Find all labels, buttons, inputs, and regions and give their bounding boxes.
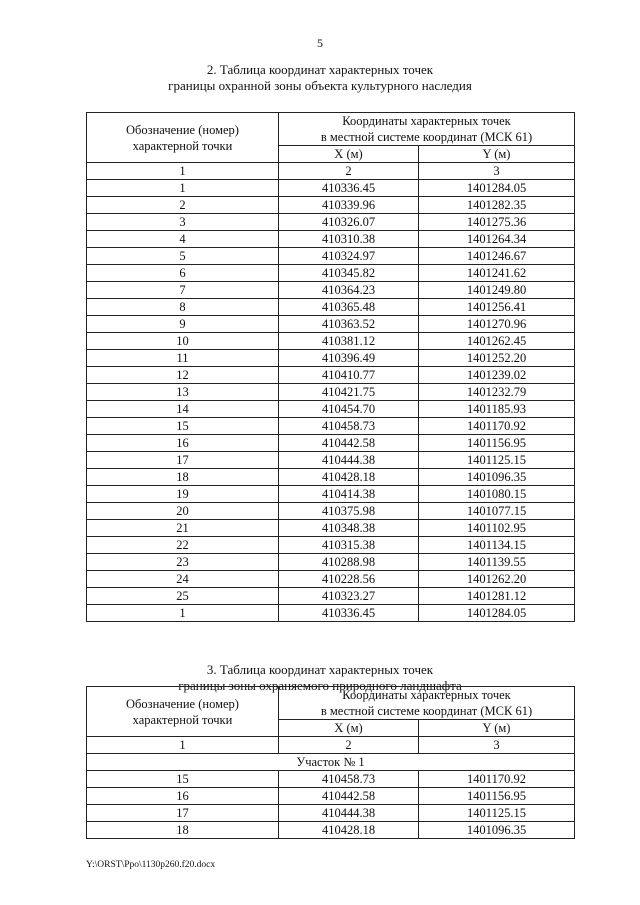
y-coordinate-cell: 1401284.05 bbox=[419, 180, 575, 197]
y-coordinate-cell: 1401282.35 bbox=[419, 197, 575, 214]
table-row bbox=[87, 469, 575, 486]
x-coordinate-cell: 410410.77 bbox=[279, 367, 419, 384]
point-number-cell: 15 bbox=[87, 771, 279, 788]
coordinates-table-2 bbox=[86, 686, 575, 839]
x-coordinate-cell: 410442.58 bbox=[279, 435, 419, 452]
column-number-row bbox=[87, 163, 575, 180]
table-row bbox=[87, 231, 575, 248]
x-coordinate-cell: 410428.18 bbox=[279, 822, 419, 839]
table-row bbox=[87, 384, 575, 401]
point-number-cell: 1 bbox=[87, 605, 279, 622]
header-point-line-2: характерной точки bbox=[132, 138, 233, 153]
point-number-cell: 15 bbox=[87, 418, 279, 435]
y-coordinate-cell: 1401262.20 bbox=[419, 571, 575, 588]
header-coords-line-1: Координаты характерных точек bbox=[342, 688, 511, 702]
point-number-cell: 2 bbox=[87, 197, 279, 214]
coordinates-table-1 bbox=[86, 112, 575, 622]
x-coordinate-cell: 410310.38 bbox=[279, 231, 419, 248]
point-number-cell: 12 bbox=[87, 367, 279, 384]
y-coordinate-cell: 1401281.12 bbox=[419, 588, 575, 605]
table-header-row bbox=[87, 687, 575, 720]
table-header-row bbox=[87, 113, 575, 146]
table-2-title-line-2: границы зоны охраняемого природного ландшафта bbox=[178, 678, 462, 693]
table-row bbox=[87, 588, 575, 605]
x-coordinate-cell: 410381.12 bbox=[279, 333, 419, 350]
x-coordinate-cell: 410339.96 bbox=[279, 197, 419, 214]
table-row bbox=[87, 554, 575, 571]
subsection-row bbox=[87, 754, 575, 771]
table-row bbox=[87, 788, 575, 805]
x-coordinate-cell: 410442.58 bbox=[279, 788, 419, 805]
y-coordinate-cell: 1401249.80 bbox=[419, 282, 575, 299]
table-row bbox=[87, 401, 575, 418]
y-coordinate-cell: 1401170.92 bbox=[419, 771, 575, 788]
table-row bbox=[87, 452, 575, 469]
point-number-cell: 4 bbox=[87, 231, 279, 248]
table-row bbox=[87, 265, 575, 282]
subsection-label: Участок № 1 bbox=[87, 754, 575, 771]
point-number-cell: 5 bbox=[87, 248, 279, 265]
table-row bbox=[87, 367, 575, 384]
header-point-designation bbox=[87, 113, 279, 163]
point-number-cell: 18 bbox=[87, 469, 279, 486]
table-row bbox=[87, 822, 575, 839]
table-row bbox=[87, 537, 575, 554]
header-x: X (м) bbox=[279, 720, 419, 737]
point-number-cell: 20 bbox=[87, 503, 279, 520]
point-number-cell: 6 bbox=[87, 265, 279, 282]
y-coordinate-cell: 1401096.35 bbox=[419, 469, 575, 486]
header-coordinates bbox=[279, 113, 575, 146]
x-coordinate-cell: 410288.98 bbox=[279, 554, 419, 571]
table-1-title-line-2: границы охранной зоны объекта культурного наследия bbox=[168, 78, 472, 93]
column-number: 2 bbox=[279, 737, 419, 754]
y-coordinate-cell: 1401156.95 bbox=[419, 435, 575, 452]
column-number: 1 bbox=[87, 163, 279, 180]
page-number: 5 bbox=[317, 36, 323, 50]
y-coordinate-cell: 1401125.15 bbox=[419, 805, 575, 822]
point-number-cell: 10 bbox=[87, 333, 279, 350]
y-coordinate-cell: 1401102.95 bbox=[419, 520, 575, 537]
x-coordinate-cell: 410336.45 bbox=[279, 605, 419, 622]
table-row bbox=[87, 214, 575, 231]
column-number: 2 bbox=[279, 163, 419, 180]
table-row bbox=[87, 503, 575, 520]
header-coords-line-2: в местной системе координат (МСК 61) bbox=[320, 704, 533, 718]
x-coordinate-cell: 410458.73 bbox=[279, 771, 419, 788]
x-coordinate-cell: 410444.38 bbox=[279, 452, 419, 469]
y-coordinate-cell: 1401139.55 bbox=[419, 554, 575, 571]
point-number-cell: 16 bbox=[87, 435, 279, 452]
point-number-cell: 7 bbox=[87, 282, 279, 299]
point-number-cell: 16 bbox=[87, 788, 279, 805]
header-y: Y (м) bbox=[419, 720, 575, 737]
table-row bbox=[87, 418, 575, 435]
y-coordinate-cell: 1401239.02 bbox=[419, 367, 575, 384]
x-coordinate-cell: 410324.97 bbox=[279, 248, 419, 265]
y-coordinate-cell: 1401185.93 bbox=[419, 401, 575, 418]
x-coordinate-cell: 410348.38 bbox=[279, 520, 419, 537]
header-point-line-2: характерной точки bbox=[132, 712, 233, 727]
x-coordinate-cell: 410454.70 bbox=[279, 401, 419, 418]
table-2-title-line-1: 3. Таблица координат характерных точек bbox=[206, 662, 434, 677]
point-number-cell: 8 bbox=[87, 299, 279, 316]
y-coordinate-cell: 1401077.15 bbox=[419, 503, 575, 520]
column-number: 3 bbox=[419, 163, 575, 180]
point-number-cell: 18 bbox=[87, 822, 279, 839]
y-coordinate-cell: 1401275.36 bbox=[419, 214, 575, 231]
table-row bbox=[87, 299, 575, 316]
table-row bbox=[87, 605, 575, 622]
x-coordinate-cell: 410228.56 bbox=[279, 571, 419, 588]
x-coordinate-cell: 410421.75 bbox=[279, 384, 419, 401]
x-coordinate-cell: 410428.18 bbox=[279, 469, 419, 486]
point-number-cell: 1 bbox=[87, 180, 279, 197]
x-coordinate-cell: 410323.27 bbox=[279, 588, 419, 605]
point-number-cell: 17 bbox=[87, 452, 279, 469]
x-coordinate-cell: 410364.23 bbox=[279, 282, 419, 299]
table-row bbox=[87, 180, 575, 197]
table-row bbox=[87, 571, 575, 588]
y-coordinate-cell: 1401156.95 bbox=[419, 788, 575, 805]
header-point-line-1: Обозначение (номер) bbox=[126, 696, 239, 711]
table-row bbox=[87, 771, 575, 788]
x-coordinate-cell: 410375.98 bbox=[279, 503, 419, 520]
y-coordinate-cell: 1401096.35 bbox=[419, 822, 575, 839]
y-coordinate-cell: 1401262.45 bbox=[419, 333, 575, 350]
file-path-footer: Y:\ORST\Ppo\1130p260.f20.docx bbox=[86, 860, 216, 870]
x-coordinate-cell: 410414.38 bbox=[279, 486, 419, 503]
table-row bbox=[87, 486, 575, 503]
header-coords-line-1: Координаты характерных точек bbox=[342, 114, 511, 128]
x-coordinate-cell: 410458.73 bbox=[279, 418, 419, 435]
point-number-cell: 19 bbox=[87, 486, 279, 503]
table-1-title bbox=[0, 62, 640, 94]
table-row bbox=[87, 350, 575, 367]
point-number-cell: 13 bbox=[87, 384, 279, 401]
y-coordinate-cell: 1401264.34 bbox=[419, 231, 575, 248]
y-coordinate-cell: 1401256.41 bbox=[419, 299, 575, 316]
table-row bbox=[87, 435, 575, 452]
y-coordinate-cell: 1401125.15 bbox=[419, 452, 575, 469]
y-coordinate-cell: 1401170.92 bbox=[419, 418, 575, 435]
point-number-cell: 25 bbox=[87, 588, 279, 605]
header-coords-line-2: в местной системе координат (МСК 61) bbox=[320, 130, 533, 144]
point-number-cell: 3 bbox=[87, 214, 279, 231]
column-number-row bbox=[87, 737, 575, 754]
x-coordinate-cell: 410336.45 bbox=[279, 180, 419, 197]
table-row bbox=[87, 248, 575, 265]
x-coordinate-cell: 410365.48 bbox=[279, 299, 419, 316]
y-coordinate-cell: 1401252.20 bbox=[419, 350, 575, 367]
table-row bbox=[87, 282, 575, 299]
table-1-title-line-1: 2. Таблица координат характерных точек bbox=[206, 62, 434, 77]
x-coordinate-cell: 410444.38 bbox=[279, 805, 419, 822]
point-number-cell: 24 bbox=[87, 571, 279, 588]
table-row bbox=[87, 520, 575, 537]
x-coordinate-cell: 410315.38 bbox=[279, 537, 419, 554]
header-x: X (м) bbox=[279, 146, 419, 163]
y-coordinate-cell: 1401270.96 bbox=[419, 316, 575, 333]
point-number-cell: 23 bbox=[87, 554, 279, 571]
y-coordinate-cell: 1401134.15 bbox=[419, 537, 575, 554]
point-number-cell: 11 bbox=[87, 350, 279, 367]
x-coordinate-cell: 410326.07 bbox=[279, 214, 419, 231]
header-y: Y (м) bbox=[419, 146, 575, 163]
table-row bbox=[87, 333, 575, 350]
x-coordinate-cell: 410396.49 bbox=[279, 350, 419, 367]
header-point-line-1: Обозначение (номер) bbox=[126, 122, 239, 137]
x-coordinate-cell: 410345.82 bbox=[279, 265, 419, 282]
y-coordinate-cell: 1401284.05 bbox=[419, 605, 575, 622]
column-number: 3 bbox=[419, 737, 575, 754]
point-number-cell: 14 bbox=[87, 401, 279, 418]
point-number-cell: 17 bbox=[87, 805, 279, 822]
table-row bbox=[87, 805, 575, 822]
header-point-designation bbox=[87, 687, 279, 737]
point-number-cell: 22 bbox=[87, 537, 279, 554]
header-coordinates bbox=[279, 687, 575, 720]
y-coordinate-cell: 1401246.67 bbox=[419, 248, 575, 265]
table-row bbox=[87, 197, 575, 214]
y-coordinate-cell: 1401241.62 bbox=[419, 265, 575, 282]
table-row bbox=[87, 316, 575, 333]
point-number-cell: 21 bbox=[87, 520, 279, 537]
y-coordinate-cell: 1401232.79 bbox=[419, 384, 575, 401]
point-number-cell: 9 bbox=[87, 316, 279, 333]
y-coordinate-cell: 1401080.15 bbox=[419, 486, 575, 503]
column-number: 1 bbox=[87, 737, 279, 754]
x-coordinate-cell: 410363.52 bbox=[279, 316, 419, 333]
